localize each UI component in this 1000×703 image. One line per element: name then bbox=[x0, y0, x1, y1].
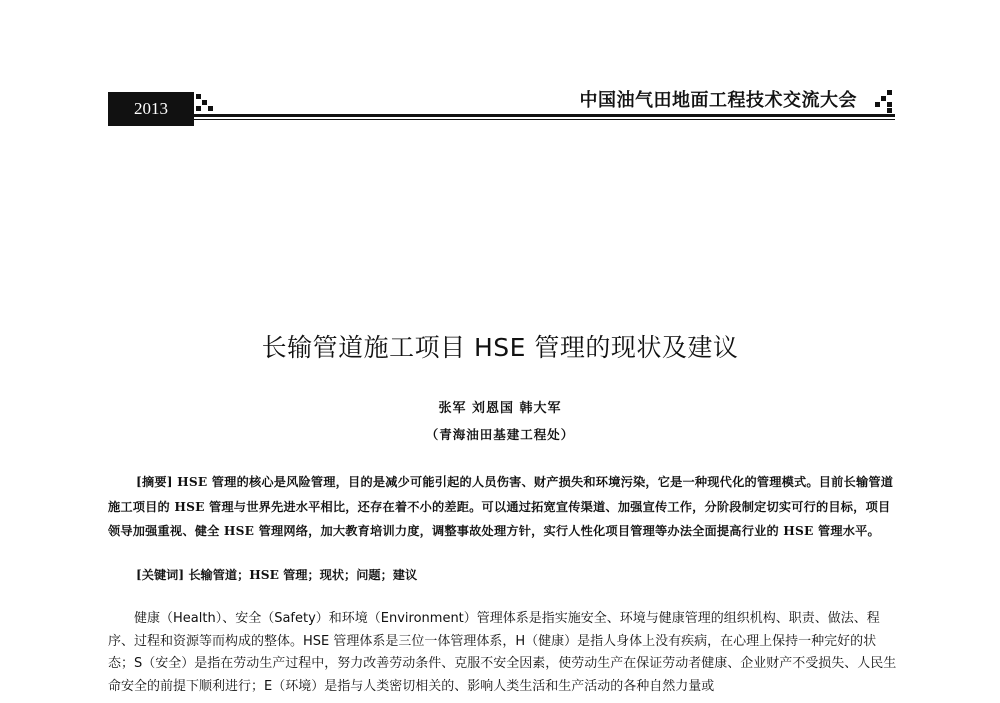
abstract bbox=[108, 470, 896, 544]
article-title: 长输管道施工项目 HSE 管理的现状及建议 bbox=[261, 333, 739, 362]
body-text: 健康（Health）、安全（Safety）和环境（Environment）管理体系是指实施安全、环境与健康管理的组织机构、职责、做法、程序、过程和资源等而构成的整体。HSE 管理体系是三位一体管理体系，H（健康）是指人身体上没有疾病，在心理上保持一种完好的状态；S（安全）是指在劳动生产过程中，努力改善劳动条件、克服不安全因素，使劳动生产在保证劳动者健康、企业财产不受损失、人民生命安全的前提下顺利进行；E（环境）是指与人类密切相关的、影响人类生活和生产活动的各种自然力量或 bbox=[108, 611, 897, 694]
header-rule bbox=[108, 114, 895, 117]
header-rule-thin bbox=[108, 119, 895, 120]
year-label: 2013 bbox=[134, 99, 168, 118]
article-affiliation: （青海油田基建工程处） bbox=[425, 427, 575, 442]
article-authors: 张军 刘恩国 韩大军 bbox=[438, 401, 562, 416]
decorative-dots-icon bbox=[196, 94, 216, 118]
decorative-dots-icon bbox=[875, 90, 895, 114]
abstract-text: [摘要] HSE 管理的核心是风险管理，目的是减少可能引起的人员伤害、财产损失和环境污染，它是一种现代化的管理模式。目前长输管道施工项目的 HSE 管理与世界先进水平相比，还存在着不小的差距。可以通过拓宽宣传渠道、加强宣传工作，分阶段制定切实可行的目标，项目领导加强重视、健全 HSE 管理网络，加大教育培训力度，调整事故处理方针，实行人性化项目管理等办法全面提高行业的 HSE 管理水平。 bbox=[108, 475, 894, 538]
keywords: [关键词] 长输管道；HSE 管理；现状；问题；建议 bbox=[136, 568, 418, 582]
year-badge bbox=[108, 92, 194, 126]
body-paragraph bbox=[108, 608, 898, 698]
page-header bbox=[108, 92, 895, 126]
conference-title: 中国油气田地面工程技术交流大会 bbox=[572, 90, 864, 112]
